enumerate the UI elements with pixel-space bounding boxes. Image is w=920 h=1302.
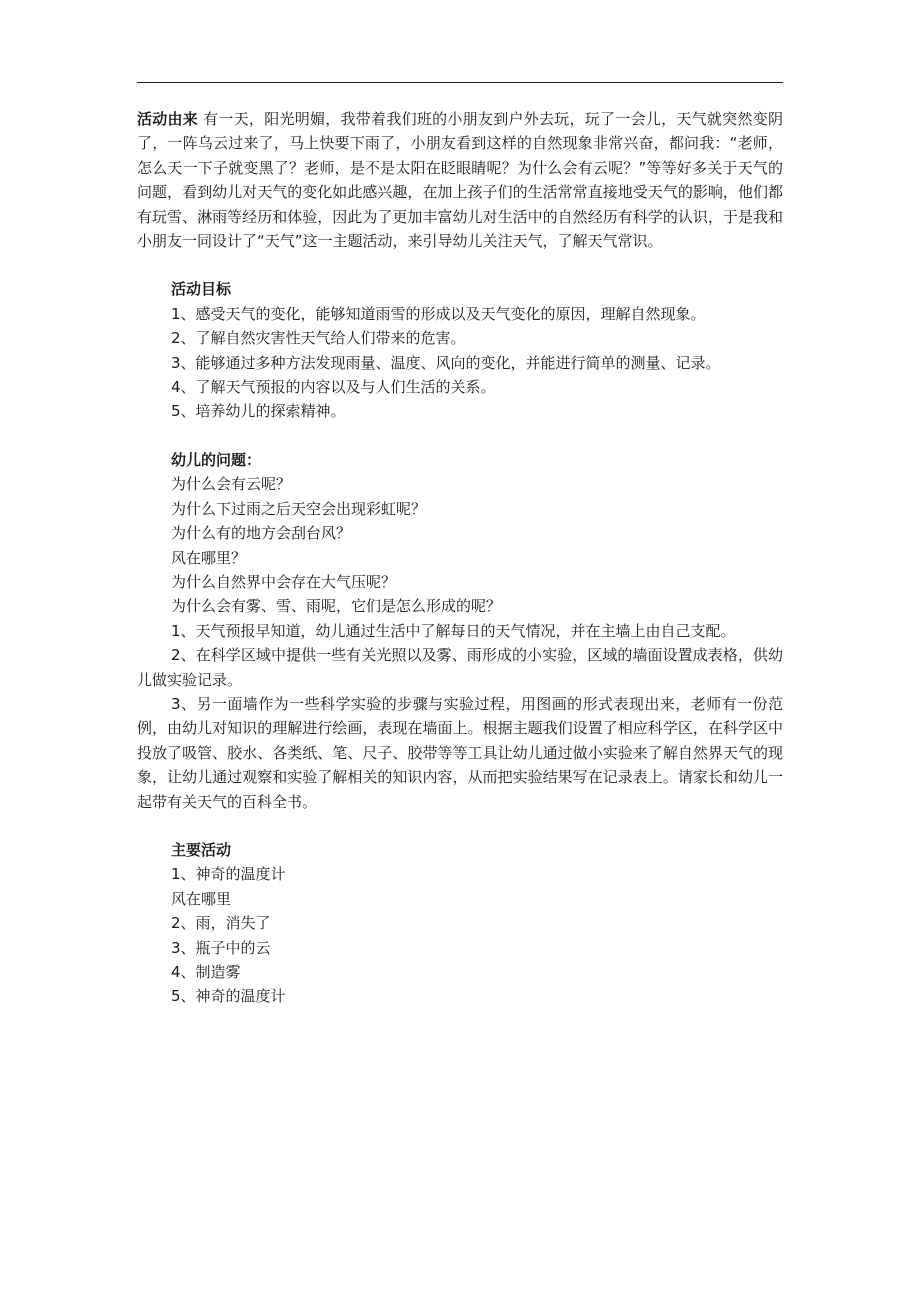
question-item: 为什么会有雾、雪、雨呢，它们是怎么形成的呢？ [171, 597, 502, 616]
question-item: 为什么有的地方会刮台风？ [171, 524, 352, 543]
plan-paragraph: 3、另一面墙作为一些科学实验的步骤与实验过程，用图画的形式表现出来，老师有一份范例，由幼儿对知识的理解进行绘画，表现在墙面上。根据主题我们设置了相应科学区，在科学区中投放了吸管、胶水、各类纸、笔、尺子、胶带等等工具让幼儿通过做小实验来了解自然界天气的现象，让幼儿通过观察和实验了解相关的知识内容，从而把实验结果写在记录表上。请家长和幼儿一起带有关天气的百科全书。 [137, 694, 783, 811]
activity-item: 2、雨，消失了 [171, 914, 271, 933]
goals-title: 活动目标 [171, 280, 232, 299]
intro-label: 活动由来 [137, 110, 199, 128]
question-item: 风在哪里？ [171, 548, 247, 567]
goal-item: 5、培养幼儿的探索精神。 [171, 402, 346, 421]
activities-section [137, 838, 783, 1009]
header-rule [137, 82, 783, 83]
activities-title: 主要活动 [171, 840, 232, 859]
goal-item: 1、感受天气的变化，能够知道雨雪的形成以及天气变化的原因，理解自然现象。 [171, 304, 706, 323]
goal-item: 3、能够通过多种方法发现雨量、温度、风向的变化，并能进行简单的测量、记录。 [171, 353, 721, 372]
activity-item: 1、神奇的温度计 [171, 865, 286, 884]
activity-item: 3、瓶子中的云 [171, 938, 271, 957]
questions-section [137, 448, 783, 814]
plan-paragraph: 1、天气预报早知道，幼儿通过生活中了解每日的天气情况，并在主墙上由自己支配。 [171, 621, 736, 640]
plan-paragraph: 2、在科学区域中提供一些有关光照以及雾、雨形成的小实验，区域的墙面设置成表格，供幼儿做实验记录。 [137, 646, 783, 689]
question-item: 为什么自然界中会存在大气压呢？ [171, 572, 397, 591]
intro-text: 有一天，阳光明媚，我带着我们班的小朋友到户外去玩，玩了一会儿，天气就突然变阴了，一阵乌云过来了，马上快要下雨了，小朋友看到这样的自然现象非常兴奋，都问我：“老师，怎么天一下子就变黑了？老师，是不是太阳在眨眼睛呢？为什么会有云呢？”等等好多关于天气的问题，看到幼儿对天气的变化如此感兴趣，在加上孩子们的生活常常直接地受天气的影响，他们都有玩雪、淋雨等经历和体验，因此为了更加丰富幼儿对生活中的自然经历有科学的认识，于是我和小朋友一同设计了“天气”这一主题活动，来引导幼儿关注天气，了解天气常识。 [137, 110, 783, 251]
activity-item: 5、神奇的温度计 [171, 987, 286, 1006]
document-body [137, 107, 783, 1009]
questions-title: 幼儿的问题： [171, 450, 262, 469]
question-item: 为什么会有云呢？ [171, 475, 292, 494]
activity-item: 4、制造雾 [171, 963, 241, 981]
question-item: 为什么下过雨之后天空会出现彩虹呢？ [171, 499, 427, 518]
intro-paragraph [137, 107, 783, 253]
goal-item: 4、了解天气预报的内容以及与人们生活的关系。 [171, 378, 496, 397]
activity-item: 风在哪里 [171, 889, 232, 908]
goal-item: 2、了解自然灾害性天气给人们带来的危害。 [171, 329, 466, 348]
goals-section [137, 277, 783, 423]
